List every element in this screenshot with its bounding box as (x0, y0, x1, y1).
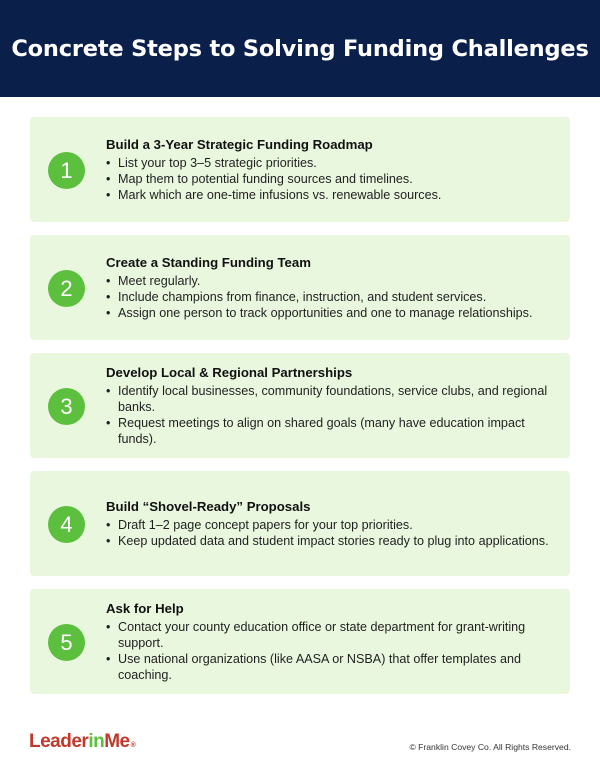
logo-in-text: in (88, 731, 105, 752)
logo-me-text: Me (104, 731, 130, 752)
step-content (106, 255, 556, 321)
step-card-2 (30, 235, 570, 340)
step-bullets (106, 383, 556, 447)
logo-registered-mark: ® (130, 742, 136, 749)
step-number-badge: 4 (48, 506, 85, 543)
bullet-icon: • (106, 619, 111, 634)
step-content (106, 499, 556, 549)
list-item: • Identify local businesses, community foundations, service clubs, and regional banks. (106, 383, 548, 414)
step-number-badge: 3 (48, 388, 85, 425)
step-title: Develop Local & Regional Partnerships (106, 364, 353, 380)
list-item: • Map them to potential funding sources and timelines. (106, 171, 413, 186)
logo-leader-text: Leader (29, 731, 89, 752)
page-header (0, 0, 600, 97)
step-bullets (106, 619, 556, 683)
leader-in-me-logo (29, 731, 135, 753)
list-item: • List your top 3–5 strategic priorities. (106, 155, 317, 170)
list-item: • Use national organizations (like AASA or NSBA) that offer templates and coaching. (106, 651, 521, 682)
list-item: • Draft 1–2 page concept papers for your top priorities. (106, 517, 413, 532)
bullet-icon: • (106, 187, 111, 202)
step-content (106, 601, 556, 683)
list-item: • Mark which are one-time infusions vs. renewable sources. (106, 187, 442, 202)
step-title: Build a 3-Year Strategic Funding Roadmap (106, 136, 373, 152)
step-title: Create a Standing Funding Team (106, 254, 311, 270)
step-content (106, 137, 556, 203)
list-item: • Request meetings to align on shared goals (many have education impact funds). (106, 415, 525, 446)
bullet-icon: • (106, 651, 111, 666)
step-card-4 (30, 471, 570, 576)
step-number-badge: 5 (48, 624, 85, 661)
step-card-5 (30, 589, 570, 694)
bullet-icon: • (106, 155, 111, 170)
step-content (106, 365, 556, 447)
step-bullets (106, 517, 556, 549)
step-bullets (106, 273, 556, 321)
step-card-3 (30, 353, 570, 458)
bullet-icon: • (106, 533, 111, 548)
bullet-icon: • (106, 171, 111, 186)
list-item: • Keep updated data and student impact stories ready to plug into applications. (106, 533, 549, 548)
list-item: • Meet regularly. (106, 273, 201, 288)
step-title: Ask for Help (106, 600, 184, 616)
step-number-badge: 1 (48, 152, 85, 189)
steps-list (30, 117, 570, 707)
step-bullets (106, 155, 556, 203)
step-number-badge: 2 (48, 270, 85, 307)
step-card-1 (30, 117, 570, 222)
list-item: • Assign one person to track opportunities and one to manage relationships. (106, 305, 533, 320)
page-title: Concrete Steps to Solving Funding Challenges (11, 35, 589, 62)
bullet-icon: • (106, 305, 111, 320)
bullet-icon: • (106, 289, 111, 304)
copyright-notice: © Franklin Covey Co. All Rights Reserved. (409, 742, 571, 752)
bullet-icon: • (106, 383, 111, 398)
bullet-icon: • (106, 273, 111, 288)
list-item: • Contact your county education office or state department for grant-writing support. (106, 619, 526, 650)
list-item: • Include champions from finance, instruction, and student services. (106, 289, 487, 304)
step-title: Build “Shovel-Ready” Proposals (106, 498, 311, 514)
bullet-icon: • (106, 517, 111, 532)
bullet-icon: • (106, 415, 111, 430)
